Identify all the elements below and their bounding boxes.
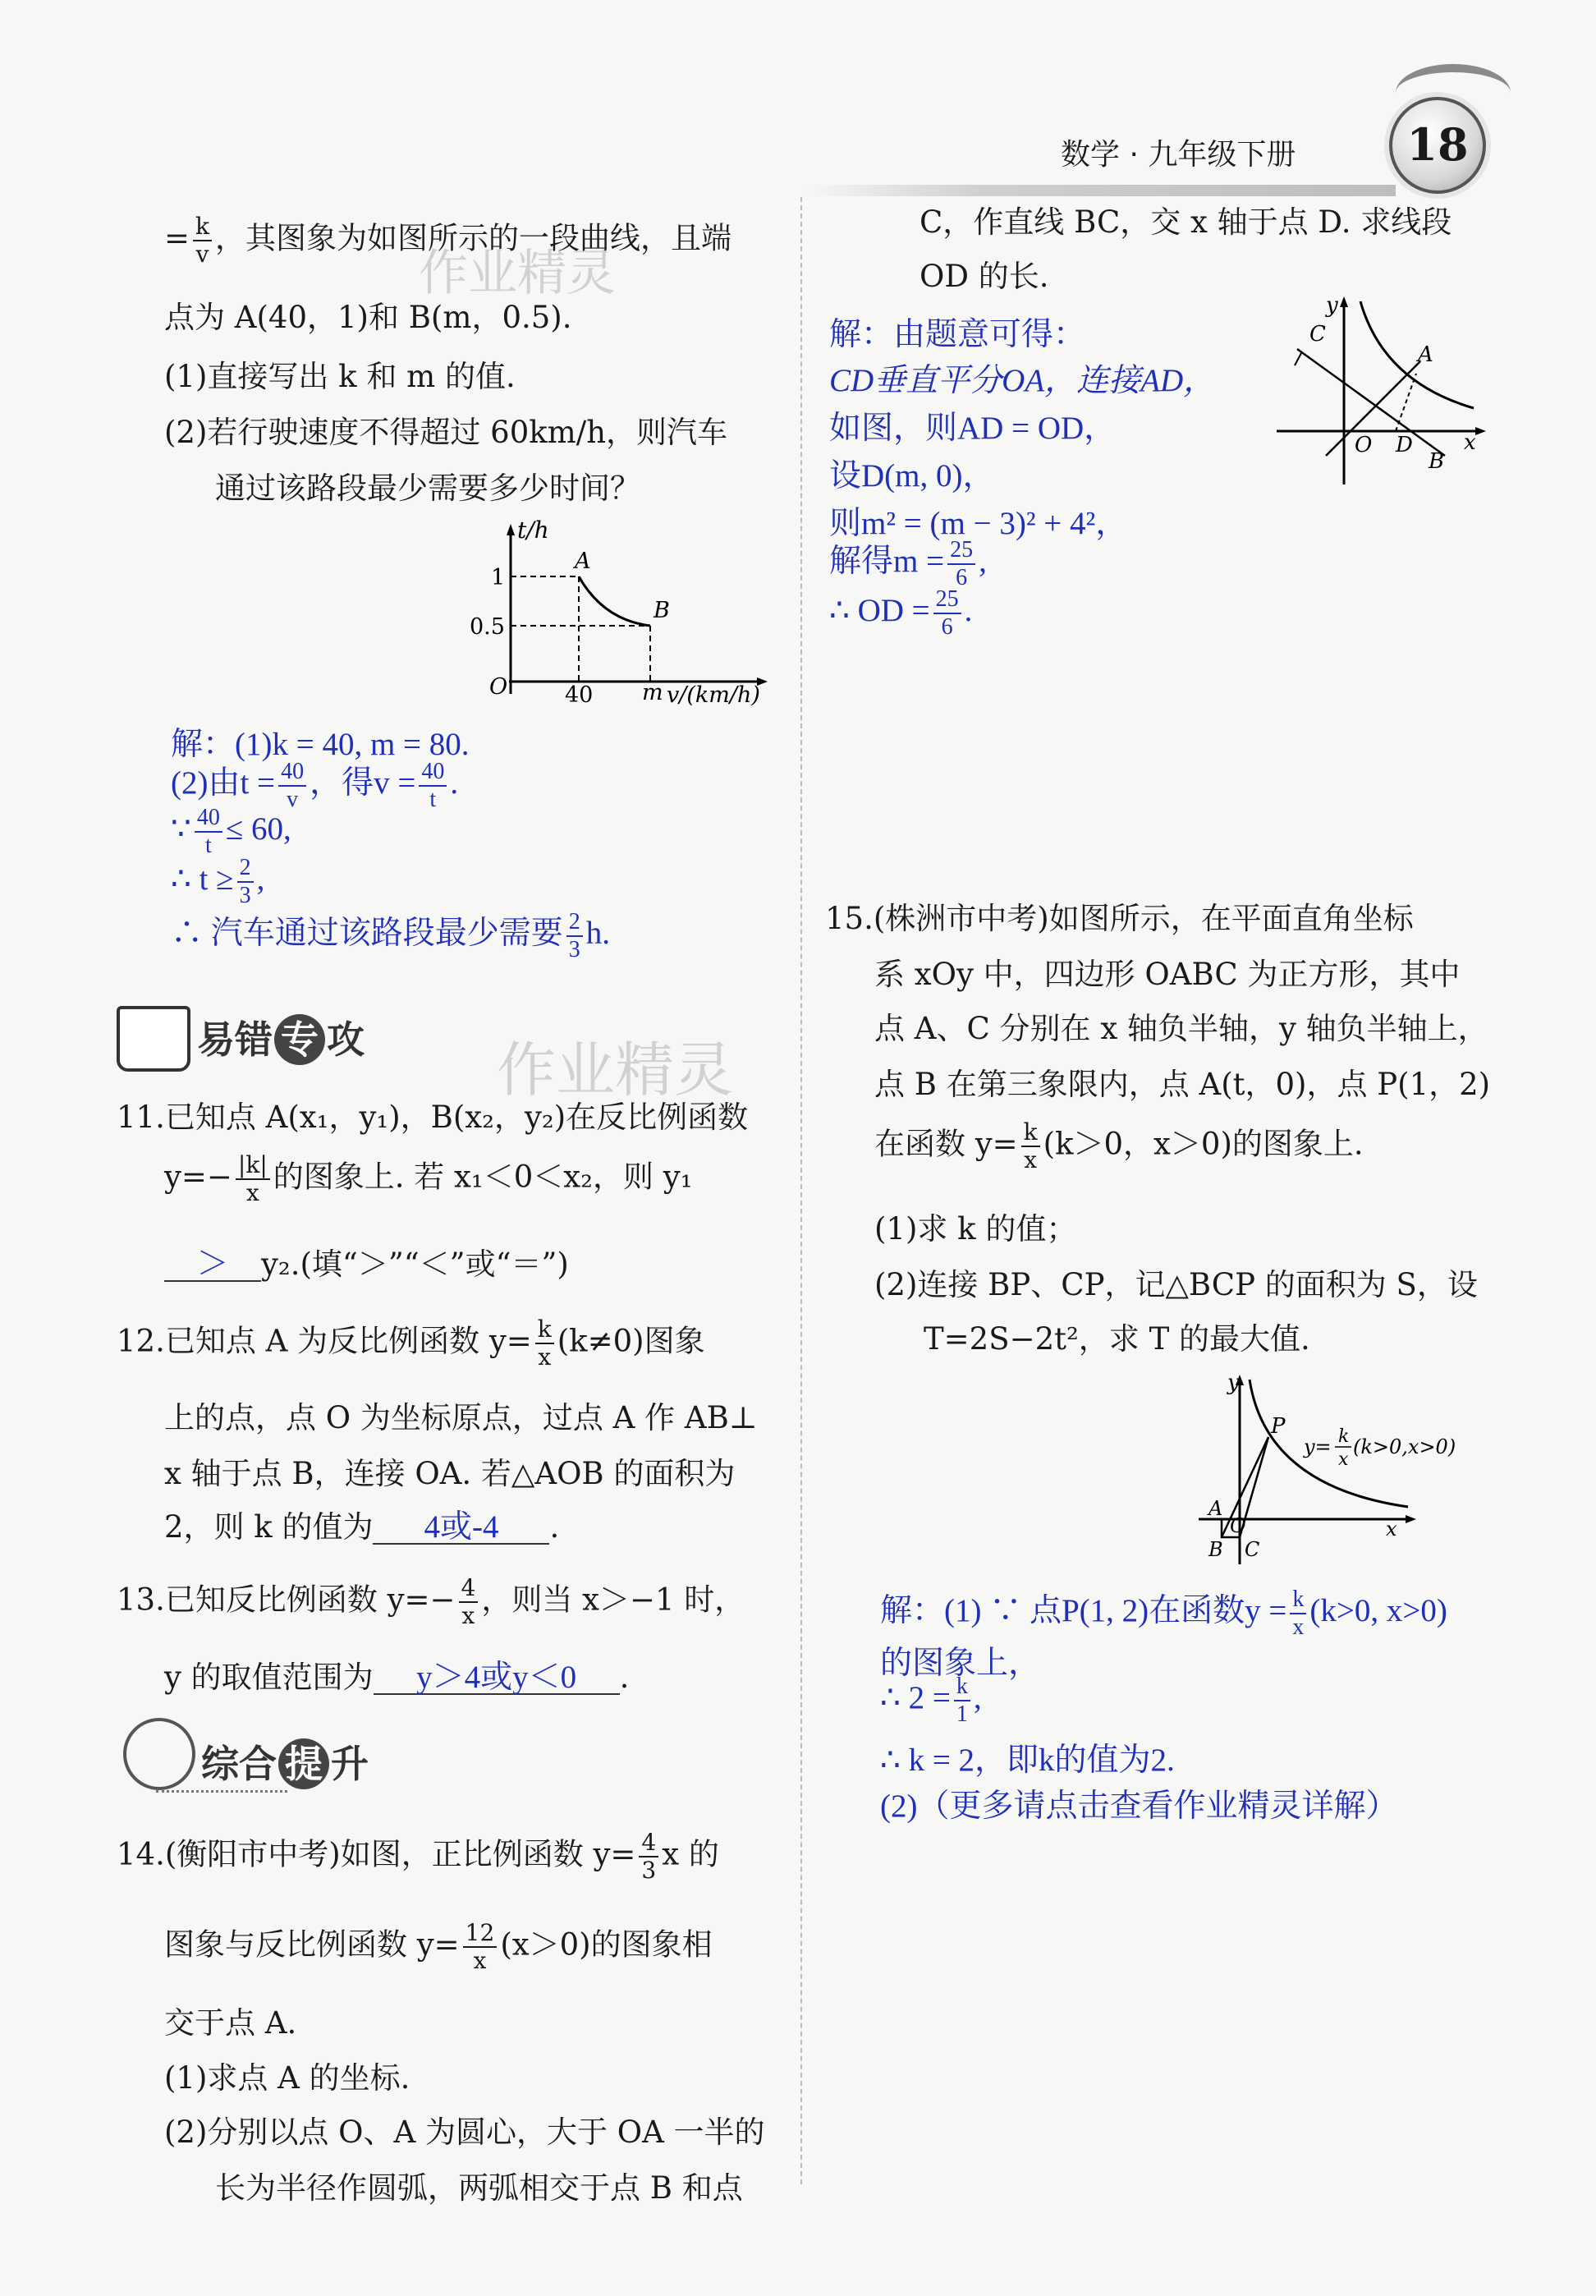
question-12-line-4: 2，则 k 的值为 4或-4 . [164, 1509, 560, 1545]
solution-14-line-5: 则m² = (m − 3)² + 4²， [829, 506, 1128, 541]
graph2-x: x [1464, 430, 1476, 455]
question-14-line-2: 图象与反比例函数 y= $\frac{12}{x}$ (x＞0)的图象相 [164, 1919, 713, 1974]
graph3-y: y [1227, 1371, 1240, 1395]
graph3-label-cond: (k>0,x>0) [1353, 1435, 1456, 1458]
question-10-part-1: (1)直接写出 k 和 m 的值. [164, 359, 516, 394]
solution-10-line-3: ∵ $\frac{40}{t}$ ≤ 60, [171, 805, 291, 858]
header-rule [805, 185, 1396, 196]
graph2-y: y [1326, 293, 1338, 318]
question-15-part-1: (1)求 k 的值； [874, 1211, 1077, 1247]
question-14-line-1: 14.(衡阳市中考)如图，正比例函数 y= $\frac{4}{3}$ x 的 [117, 1829, 719, 1884]
question-10-part-2-cont: 通过该路段最少需要多少时间？ [215, 471, 640, 506]
graph1-origin: O [489, 674, 508, 700]
solution-10-line-1: 解：(1)k = 40, m = 80. [171, 727, 470, 762]
graph3-B: B [1208, 1538, 1223, 1561]
answer-13: y＞4或y＜0 [416, 1660, 577, 1695]
question-12-line-3: x 轴于点 B，连接 OA. 若△AOB 的面积为 [164, 1456, 736, 1491]
solution-15-line-2: 的图象上， [880, 1646, 1041, 1681]
graph1-x40: 40 [565, 682, 594, 706]
graph1-A: A [575, 549, 591, 574]
graph3-O: O [1230, 1514, 1246, 1537]
graph2-C: C [1309, 322, 1326, 347]
solution-10-line-2: (2)由t = $\frac{40}{v}$ ，得v = $\frac{40}{t}$ . [171, 759, 459, 813]
graph3-x: x [1386, 1518, 1397, 1541]
graph3-C: C [1245, 1538, 1260, 1561]
question-13-line-1: 13.已知反比例函数 y=− $\frac{4}{x}$ ，则当 x＞−1 时， [117, 1574, 745, 1629]
section-heading-dotted-rule [156, 1790, 287, 1793]
question-15-line-4: 点 B 在第三象限内，点 A(t，0)，点 P(1，2) [874, 1067, 1491, 1102]
graph1-xm: m [642, 680, 663, 705]
question-15-part-2: (2)连接 BP、CP，记△BCP 的面积为 S，设 [874, 1267, 1478, 1302]
answer-12: 4或-4 [424, 1509, 499, 1545]
question-14-cont-line-2: OD 的长. [920, 259, 1049, 294]
solution-15-line-1: 解：(1) ∵ 点P(1, 2)在函数y = $\frac{k}{x}$ (k>0, x>0) [880, 1587, 1447, 1641]
question-14-line-3: 交于点 A. [164, 2005, 297, 2041]
solution-15-line-3: ∴ 2 = $\frac{k}{1}$ , [880, 1674, 982, 1727]
perpendicular-bisector-graph [1268, 292, 1490, 489]
answer-11: ＞ [196, 1247, 229, 1282]
question-14-cont-line-1: C，作直线 BC，交 x 轴于点 D. 求线段 [920, 204, 1452, 240]
question-15-line-2: 系 xOy 中，四边形 OABC 为正方形，其中 [874, 957, 1461, 992]
section-heading-comprehensive: 综合 提 升 [201, 1734, 369, 1789]
solution-15-line-4: ∴ k = 2，即k的值为2. [880, 1743, 1175, 1778]
solution-14-line-7: ∴ OD = $\frac{25}{6}$ . [829, 586, 973, 640]
question-11-line-2: y=− $\frac{|k|}{x}$ 的图象上. 若 x₁＜0＜x₂，则 y₁ [164, 1151, 693, 1206]
graph3-label-x: x [1338, 1449, 1349, 1470]
graph2-D: D [1396, 433, 1413, 457]
square-hyperbola-graph [1190, 1371, 1502, 1568]
question-12-line-1: 12.已知点 A 为反比例函数 y= $\frac{k}{x}$ (k≠0)图象 [117, 1316, 705, 1371]
graph1-ylabel: t/h [517, 517, 549, 544]
watermark: 作业精灵 [419, 245, 616, 302]
graph3-label-k: k [1338, 1426, 1350, 1447]
swoosh-decoration [1396, 64, 1511, 122]
book-title: 数学 · 九年级下册 [1061, 138, 1296, 172]
question-14-part-2: (2)分别以点 O、A 为圆心，大于 OA 一半的 [164, 2115, 765, 2150]
graph1-xlabel: v/(km/h) [667, 682, 760, 706]
section-heading-mistakes: 易错 专 攻 [197, 1010, 365, 1065]
question-11-line-1: 11.已知点 A(x₁，y₁)，B(x₂，y₂)在反比例函数 [117, 1100, 749, 1135]
question-10-part-2: (2)若行驶速度不得超过 60km/h，则汽车 [164, 415, 728, 450]
section-icon-pencil-cup [117, 1006, 190, 1072]
question-13-line-2: y 的取值范围为 y＞4或y＜0 . [164, 1660, 630, 1695]
solution-14-line-1: 解：由题意可得： [829, 317, 1086, 352]
graph2-B: B [1429, 449, 1445, 474]
solution-14-line-6: 解得m = $\frac{25}{6}$ , [829, 537, 987, 591]
intro-line-1: = $\frac{k}{v}$ ，其图象为如图所示的一段曲线，且端 [164, 213, 732, 268]
intro-line-2: 点为 A(40，1)和 B(m，0.5). [164, 300, 572, 335]
question-15-line-5: 在函数 y= $\frac{k}{x}$ (k＞0，x＞0)的图象上. [874, 1118, 1364, 1173]
question-11-line-3: ＞ y₂.(填“＞”“＜”或“＝”) [164, 1248, 569, 1282]
solution-14-line-2: CD垂直平分OA，连接AD， [829, 363, 1216, 398]
graph1-y05: 0.5 [470, 614, 505, 640]
solution-10-line-4: ∴ t ≥ $\frac{2}{3}$ , [171, 855, 265, 908]
speed-time-graph [460, 517, 780, 706]
graph1-y1: 1 [491, 565, 506, 590]
k-over-v: $\frac{k}{v}$ [193, 215, 212, 266]
graph2-O: O [1355, 433, 1373, 457]
question-15-line-1: 15.(株洲市中考)如图所示，在平面直角坐标 [825, 901, 1414, 936]
section-icon-atom [123, 1718, 195, 1790]
graph3-P: P [1271, 1414, 1286, 1439]
watermark: 作业精灵 [497, 1035, 734, 1104]
graph1-B: B [654, 598, 670, 623]
question-12-line-2: 上的点，点 O 为坐标原点，过点 A 作 AB⊥ [164, 1400, 758, 1435]
column-divider [800, 197, 802, 2184]
page-number: 18 [1406, 118, 1469, 171]
solution-14-line-4: 设D(m, 0)， [829, 458, 995, 494]
question-14-part-2-cont: 长为半径作圆弧，两弧相交于点 B 和点 [215, 2170, 743, 2206]
question-15-part-2-cont: T=2S−2t²，求 T 的最大值. [924, 1321, 1310, 1357]
question-15-line-3: 点 A、C 分别在 x 轴负半轴，y 轴负半轴上， [874, 1011, 1488, 1046]
solution-15-more-link[interactable]: (2)（更多请点击查看作业精灵详解） [880, 1789, 1398, 1824]
question-14-part-1: (1)求点 A 的坐标. [164, 2060, 410, 2096]
graph3-label: y= [1304, 1435, 1332, 1458]
solution-10-line-5: ∴ 汽车通过该路段最少需要 $\frac{2}{3}$ h. [171, 909, 611, 963]
graph2-A: A [1418, 342, 1433, 367]
graph3-A: A [1208, 1497, 1223, 1520]
solution-14-line-3: 如图，则AD = OD， [829, 411, 1117, 446]
